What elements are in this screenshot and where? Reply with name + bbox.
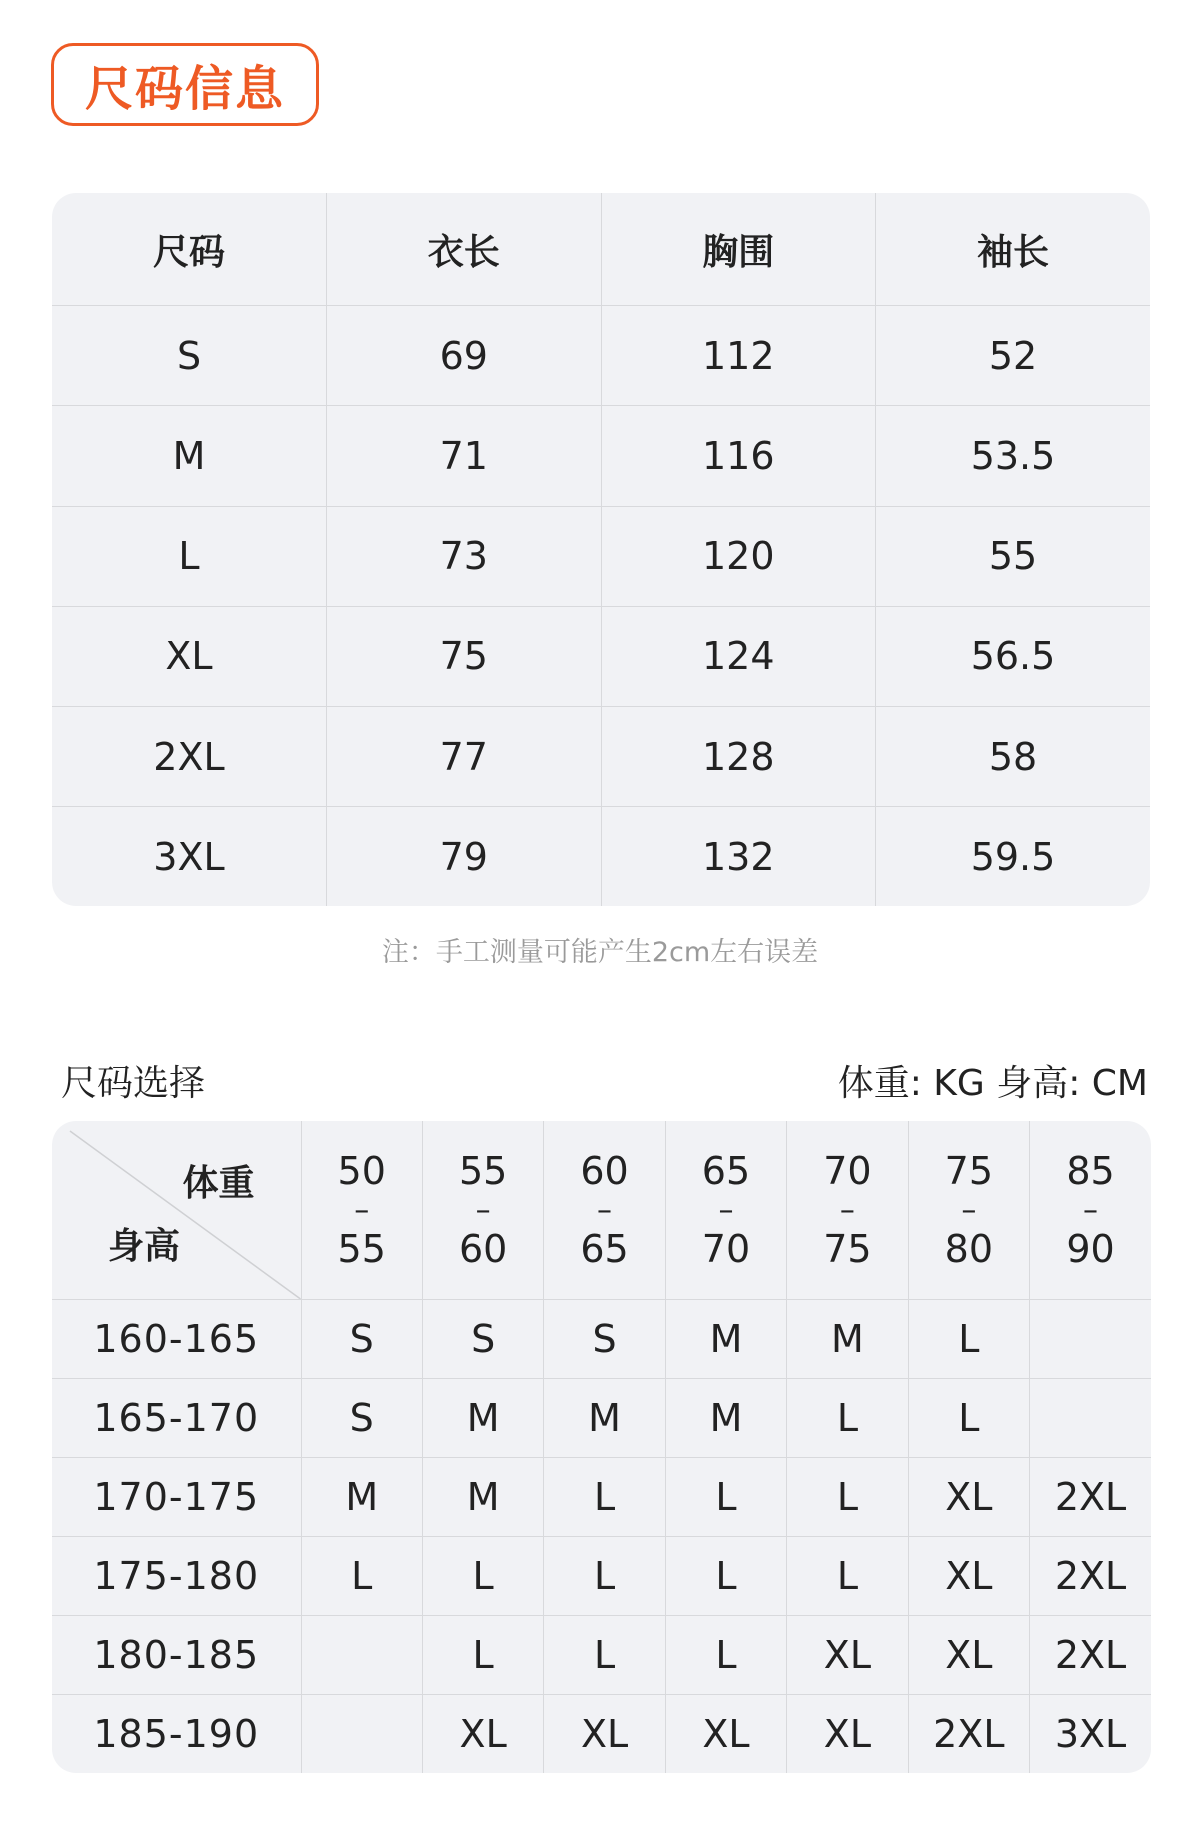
- section-title-badge: [51, 43, 319, 126]
- height-range-label: 180-185: [52, 1616, 301, 1695]
- header-cell: 衣长: [327, 193, 602, 306]
- size-cell: L: [301, 1537, 422, 1616]
- weight-dash: –: [961, 1193, 977, 1228]
- table-cell: 3XL: [52, 807, 327, 906]
- weight-to: 75: [823, 1227, 872, 1271]
- table-row: [52, 606, 1150, 706]
- table-cell: 59.5: [876, 807, 1151, 906]
- weight-dash: –: [475, 1193, 491, 1228]
- size-cell: M: [422, 1458, 543, 1537]
- weight-range-header: [301, 1121, 422, 1300]
- weight-range-header: [908, 1121, 1029, 1300]
- weight-from: 50: [337, 1149, 386, 1193]
- table-row: [52, 1379, 1151, 1458]
- size-cell: XL: [422, 1695, 543, 1773]
- weight-range-header: [787, 1121, 908, 1300]
- units-label: 体重: KG 身高: CM: [837, 1063, 1148, 1104]
- table-cell: L: [52, 506, 327, 606]
- size-cell: 3XL: [1030, 1695, 1151, 1773]
- weight-dash: –: [718, 1193, 734, 1228]
- table-cell: 124: [601, 606, 876, 706]
- table-cell: 112: [601, 306, 876, 406]
- size-measurement-table: [52, 193, 1150, 906]
- corner-weight-label: 体重: [182, 1163, 255, 1204]
- size-cell: L: [544, 1616, 665, 1695]
- weight-dash: –: [597, 1193, 613, 1228]
- size-selection-table: [52, 1121, 1151, 1773]
- table-cell: 71: [327, 406, 602, 506]
- table-cell: 116: [601, 406, 876, 506]
- size-cell: L: [422, 1616, 543, 1695]
- weight-dash: –: [839, 1193, 855, 1228]
- height-range-label: 185-190: [52, 1695, 301, 1773]
- size-cell: S: [301, 1300, 422, 1379]
- size-cell: L: [787, 1537, 908, 1616]
- size-cell: [1030, 1379, 1151, 1458]
- table-row: [52, 1537, 1151, 1616]
- weight-from: 85: [1066, 1149, 1115, 1193]
- corner-header-cell: [52, 1121, 301, 1300]
- size-cell: XL: [544, 1695, 665, 1773]
- measurement-note: 注：手工测量可能产生2cm左右误差: [381, 937, 819, 968]
- table-row: [52, 1616, 1151, 1695]
- table-cell: XL: [52, 606, 327, 706]
- weight-range-header: [544, 1121, 665, 1300]
- header-cell: 胸围: [601, 193, 876, 306]
- table-cell: 128: [601, 707, 876, 807]
- size-cell: L: [422, 1537, 543, 1616]
- table-cell: 73: [327, 506, 602, 606]
- size-cell: S: [544, 1300, 665, 1379]
- size-cell: 2XL: [908, 1695, 1029, 1773]
- size-cell: L: [908, 1300, 1029, 1379]
- size-cell: XL: [787, 1616, 908, 1695]
- table-cell: 2XL: [52, 707, 327, 807]
- height-range-label: 165-170: [52, 1379, 301, 1458]
- table-header-row: [52, 193, 1150, 306]
- weight-to: 65: [580, 1227, 629, 1271]
- size-cell: L: [544, 1458, 665, 1537]
- size-cell: S: [422, 1300, 543, 1379]
- weight-from: 75: [944, 1149, 993, 1193]
- table-cell: S: [52, 306, 327, 406]
- height-range-label: 175-180: [52, 1537, 301, 1616]
- table-cell: 77: [327, 707, 602, 807]
- size-cell: [1030, 1300, 1151, 1379]
- size-cell: XL: [908, 1537, 1029, 1616]
- weight-to: 80: [944, 1227, 993, 1271]
- size-cell: [301, 1695, 422, 1773]
- table-cell: 75: [327, 606, 602, 706]
- weight-to: 90: [1066, 1227, 1115, 1271]
- table-cell: 120: [601, 506, 876, 606]
- table-cell: 79: [327, 807, 602, 906]
- size-cell: XL: [787, 1695, 908, 1773]
- table-cell: 53.5: [876, 406, 1151, 506]
- header-cell: 尺码: [152, 231, 225, 273]
- size-cell: L: [787, 1458, 908, 1537]
- size-cell: M: [422, 1379, 543, 1458]
- size-cell: [301, 1616, 422, 1695]
- weight-from: 70: [823, 1149, 872, 1193]
- table-row: [52, 807, 1150, 906]
- size-cell: 2XL: [1030, 1537, 1151, 1616]
- weight-header-row: [52, 1121, 1151, 1300]
- table-cell: 55: [876, 506, 1151, 606]
- size-cell: M: [665, 1300, 786, 1379]
- weight-dash: –: [354, 1193, 370, 1228]
- size-cell: 2XL: [1030, 1616, 1151, 1695]
- height-range-label: 160-165: [52, 1300, 301, 1379]
- table-cell: 58: [876, 707, 1151, 807]
- size-cell: L: [665, 1458, 786, 1537]
- size-cell: S: [301, 1379, 422, 1458]
- size-selection-title: 尺码选择: [61, 1063, 206, 1104]
- weight-from: 55: [458, 1149, 508, 1193]
- section-title: 尺码信息: [84, 61, 285, 117]
- table-row: [52, 306, 1150, 406]
- diagonal-divider: [52, 1121, 301, 1299]
- size-cell: L: [544, 1537, 665, 1616]
- size-cell: M: [787, 1300, 908, 1379]
- table-row: [52, 1695, 1151, 1773]
- size-cell: L: [908, 1379, 1029, 1458]
- size-cell: L: [787, 1379, 908, 1458]
- table-cell: 52: [876, 306, 1151, 406]
- table-row: [52, 406, 1150, 506]
- table-row: [52, 707, 1150, 807]
- size-cell: XL: [908, 1616, 1029, 1695]
- size-cell: M: [301, 1458, 422, 1537]
- header-cell: 袖长: [876, 193, 1151, 306]
- height-range-label: 170-175: [52, 1458, 301, 1537]
- weight-to: 70: [701, 1227, 751, 1271]
- size-cell: M: [544, 1379, 665, 1458]
- size-cell: XL: [665, 1695, 786, 1773]
- corner-height-label: 身高: [108, 1226, 181, 1267]
- size-cell: L: [665, 1537, 786, 1616]
- size-cell: 2XL: [1030, 1458, 1151, 1537]
- weight-range-header: [665, 1121, 786, 1300]
- weight-range-header: [1030, 1121, 1151, 1300]
- table-cell: 69: [327, 306, 602, 406]
- table-row: [52, 1458, 1151, 1537]
- table-cell: M: [52, 406, 327, 506]
- weight-range-header: [422, 1121, 543, 1300]
- table-row: [52, 1300, 1151, 1379]
- size-cell: XL: [908, 1458, 1029, 1537]
- weight-from: 60: [580, 1149, 629, 1193]
- weight-from: 65: [701, 1149, 751, 1193]
- size-cell: L: [665, 1616, 786, 1695]
- table-row: [52, 506, 1150, 606]
- table-cell: 56.5: [876, 606, 1151, 706]
- size-cell: M: [665, 1379, 786, 1458]
- weight-to: 55: [337, 1227, 386, 1271]
- table-cell: 132: [601, 807, 876, 906]
- weight-dash: –: [1083, 1193, 1099, 1228]
- weight-to: 60: [458, 1227, 508, 1271]
